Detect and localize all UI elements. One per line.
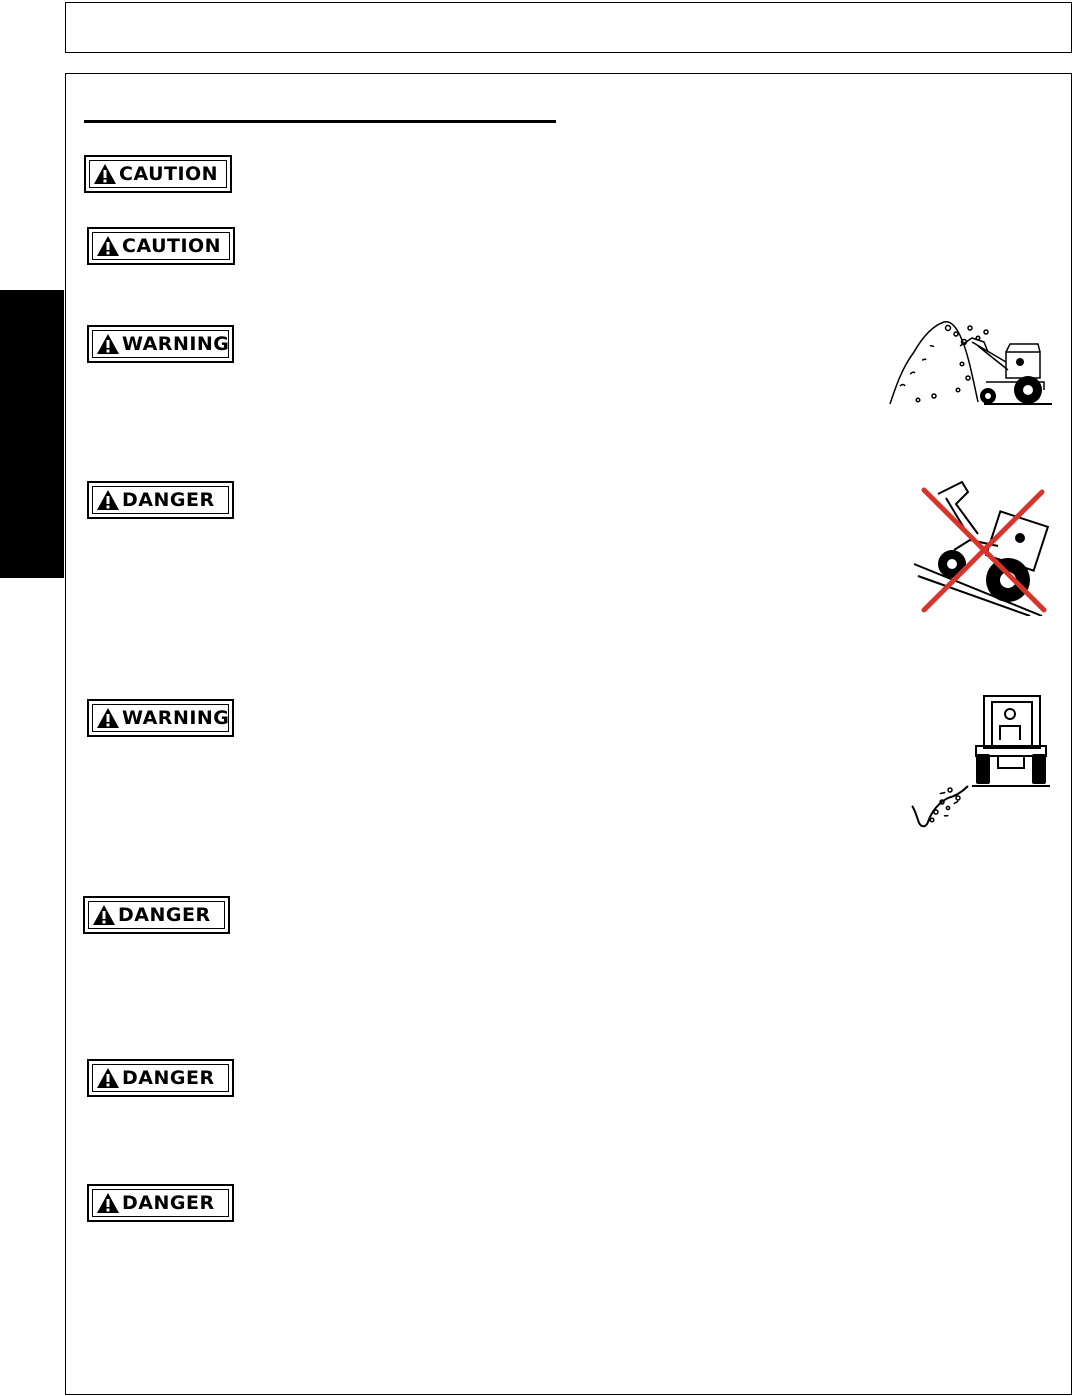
alert-triangle-icon — [96, 489, 120, 511]
section-title-rule — [84, 120, 556, 123]
tractor-steep-slope-prohibited-icon — [912, 476, 1054, 616]
tractor-embankment-edge-icon — [902, 690, 1054, 832]
danger-label-1 — [87, 481, 234, 519]
signal-word: DANGER — [122, 1191, 215, 1214]
alert-triangle-icon — [92, 904, 116, 926]
signal-word: WARNING — [122, 332, 230, 355]
alert-triangle-icon — [93, 163, 117, 185]
warning-label-1 — [87, 325, 234, 363]
section-side-tab — [0, 290, 64, 578]
alert-triangle-icon — [96, 333, 120, 355]
alert-triangle-icon — [96, 1067, 120, 1089]
danger-label-4 — [87, 1184, 234, 1222]
signal-word: CAUTION — [122, 234, 222, 257]
caution-label-1 — [84, 155, 232, 193]
page-header-box — [65, 2, 1072, 53]
signal-word: DANGER — [122, 1066, 215, 1089]
warning-label-2 — [87, 699, 234, 737]
signal-word: DANGER — [122, 488, 215, 511]
danger-label-3 — [87, 1059, 234, 1097]
signal-word: WARNING — [122, 706, 230, 729]
caution-label-2 — [87, 227, 235, 265]
alert-triangle-icon — [96, 707, 120, 729]
alert-triangle-icon — [96, 1192, 120, 1214]
danger-label-2 — [83, 896, 230, 934]
signal-word: DANGER — [118, 903, 211, 926]
alert-triangle-icon — [96, 235, 120, 257]
signal-word: CAUTION — [119, 162, 219, 185]
tractor-loader-material-pile-icon — [888, 316, 1054, 408]
